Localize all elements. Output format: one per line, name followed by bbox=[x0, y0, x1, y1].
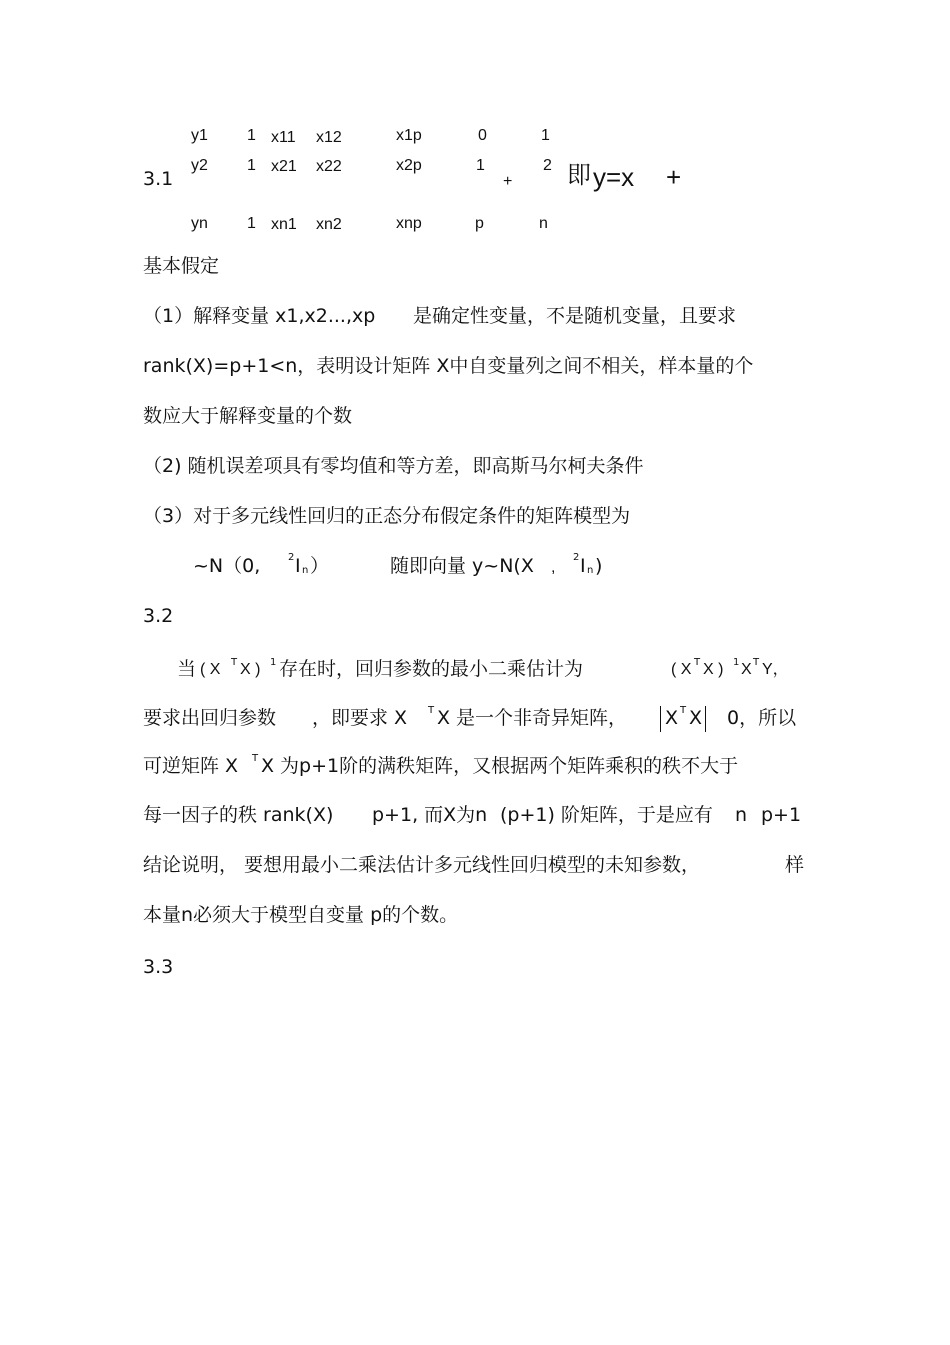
matrix-x22: x22 bbox=[316, 158, 342, 175]
ols-estimator: X ) bbox=[703, 661, 724, 678]
assumption-1-text: （1）解释变量 x1,x2...,xp bbox=[143, 305, 376, 327]
section-3-1-label: 3.1 bbox=[143, 168, 174, 190]
para-32-line4: 每一因子的秩 rank(X) bbox=[143, 804, 334, 826]
xtx-inverse: ( X bbox=[200, 661, 221, 678]
para-32-line6: 本量n必须大于模型自变量 p的个数。 bbox=[143, 904, 459, 926]
sup-T: T bbox=[680, 705, 687, 716]
sup-T: T bbox=[428, 705, 435, 716]
matrix-xnp: xnp bbox=[396, 215, 422, 232]
identity-sub-n: n bbox=[587, 565, 594, 576]
eps-2: 2 bbox=[543, 157, 552, 174]
matrix-1: 1 bbox=[247, 127, 256, 144]
sup-T: T bbox=[753, 657, 760, 668]
section-3-3-label: 3.3 bbox=[143, 956, 174, 978]
assumption-3-text: （3）对于多元线性回归的正态分布假定条件的矩阵模型为 bbox=[143, 505, 631, 527]
equation-plus: + bbox=[666, 162, 682, 192]
assumption-2-text: （2) 随机误差项具有零均值和等方差，即高斯马尔柯夫条件 bbox=[143, 455, 644, 477]
sigma-sup-2: 2 bbox=[288, 552, 295, 563]
distribution-epsilon: ~N（0, bbox=[193, 555, 261, 577]
matrix-y1: y1 bbox=[191, 127, 208, 144]
matrix-x2p: x2p bbox=[396, 157, 422, 174]
matrix-xn1: xn1 bbox=[271, 216, 297, 233]
identity-matrix: I bbox=[295, 555, 301, 577]
distribution-close: ） bbox=[310, 555, 330, 577]
sup-1: 1 bbox=[270, 657, 277, 668]
para-32-line3: X 为p+1阶的满秩矩阵，又根据两个矩阵乘积的秩不大于 bbox=[261, 755, 739, 777]
sigma-sup-2: 2 bbox=[573, 552, 580, 563]
determinant-xtx: X bbox=[665, 707, 679, 729]
identity-sub-n: n bbox=[302, 565, 309, 576]
distribution-close: ) bbox=[595, 555, 603, 577]
para-32-line4: n bbox=[735, 804, 748, 826]
matrix-xn2: xn2 bbox=[316, 216, 342, 233]
matrix-1: 1 bbox=[247, 215, 256, 232]
ols-estimator: Y， bbox=[762, 661, 789, 678]
para-32-line5: 样 bbox=[785, 854, 805, 876]
sup-1: 1 bbox=[733, 657, 740, 668]
ji-char: 即 bbox=[567, 161, 591, 189]
sup-T: T bbox=[252, 753, 259, 764]
beta-1: 1 bbox=[476, 157, 485, 174]
matrix-yn: yn bbox=[191, 215, 208, 232]
determinant-xtx: X bbox=[689, 707, 703, 729]
section-3-2-label: 3.2 bbox=[143, 605, 174, 627]
para-32-line2: 0，所以 bbox=[727, 707, 797, 729]
ols-estimator: ( X bbox=[671, 661, 692, 678]
plus-sign: + bbox=[503, 173, 513, 190]
para-32-line4: p+1, 而X为n bbox=[372, 804, 488, 826]
distribution-y: 随即向量 y~N(X bbox=[390, 555, 534, 577]
para-32-line5: 结论说明， 要想用最小二乘法估计多元线性回归模型的未知参数， bbox=[143, 854, 701, 876]
assumption-1-text: 是确定性变量，不是随机变量，且要求 bbox=[413, 305, 737, 327]
determinant-bar-left bbox=[660, 706, 661, 732]
matrix-1: 1 bbox=[247, 157, 256, 174]
para-32-line1: 存在时，回归参数的最小二乘估计为 bbox=[279, 658, 584, 680]
para-32-line1: 当 bbox=[177, 658, 197, 680]
matrix-x12: x12 bbox=[316, 129, 342, 146]
eps-1: 1 bbox=[541, 127, 550, 144]
para-32-line4: (p+1) 阶矩阵，于是应有 bbox=[500, 804, 713, 826]
para-32-line2: X 是一个非奇异矩阵， bbox=[437, 707, 628, 729]
identity-matrix: I bbox=[580, 555, 586, 577]
eps-n: n bbox=[539, 215, 548, 232]
distribution-comma: , bbox=[551, 559, 556, 576]
sup-T: T bbox=[694, 657, 701, 668]
xtx-inverse: X ) bbox=[240, 661, 261, 678]
matrix-x1p: x1p bbox=[396, 127, 422, 144]
ols-estimator: X bbox=[741, 661, 752, 678]
matrix-y2: y2 bbox=[191, 157, 208, 174]
beta-p: p bbox=[475, 215, 484, 232]
matrix-x11: x11 bbox=[271, 129, 296, 146]
determinant-bar-right bbox=[705, 706, 706, 732]
sup-T: T bbox=[231, 657, 238, 668]
para-32-line2: 要求出回归参数 bbox=[143, 707, 277, 729]
para-32-line3: 可逆矩阵 X bbox=[143, 755, 239, 777]
para-32-line4: p+1 bbox=[761, 804, 802, 826]
equation-y-eq-x: y=x bbox=[593, 162, 635, 192]
assumption-1-text: 数应大于解释变量的个数 bbox=[143, 405, 353, 427]
beta-0: 0 bbox=[478, 127, 487, 144]
assumptions-heading: 基本假定 bbox=[143, 255, 220, 277]
assumption-1-text: rank(X)=p+1<n，表明设计矩阵 X中自变量列之间不相关，样本量的个 bbox=[143, 355, 754, 377]
para-32-line2: ，即要求 X bbox=[312, 707, 408, 729]
matrix-x21: x21 bbox=[271, 158, 297, 175]
